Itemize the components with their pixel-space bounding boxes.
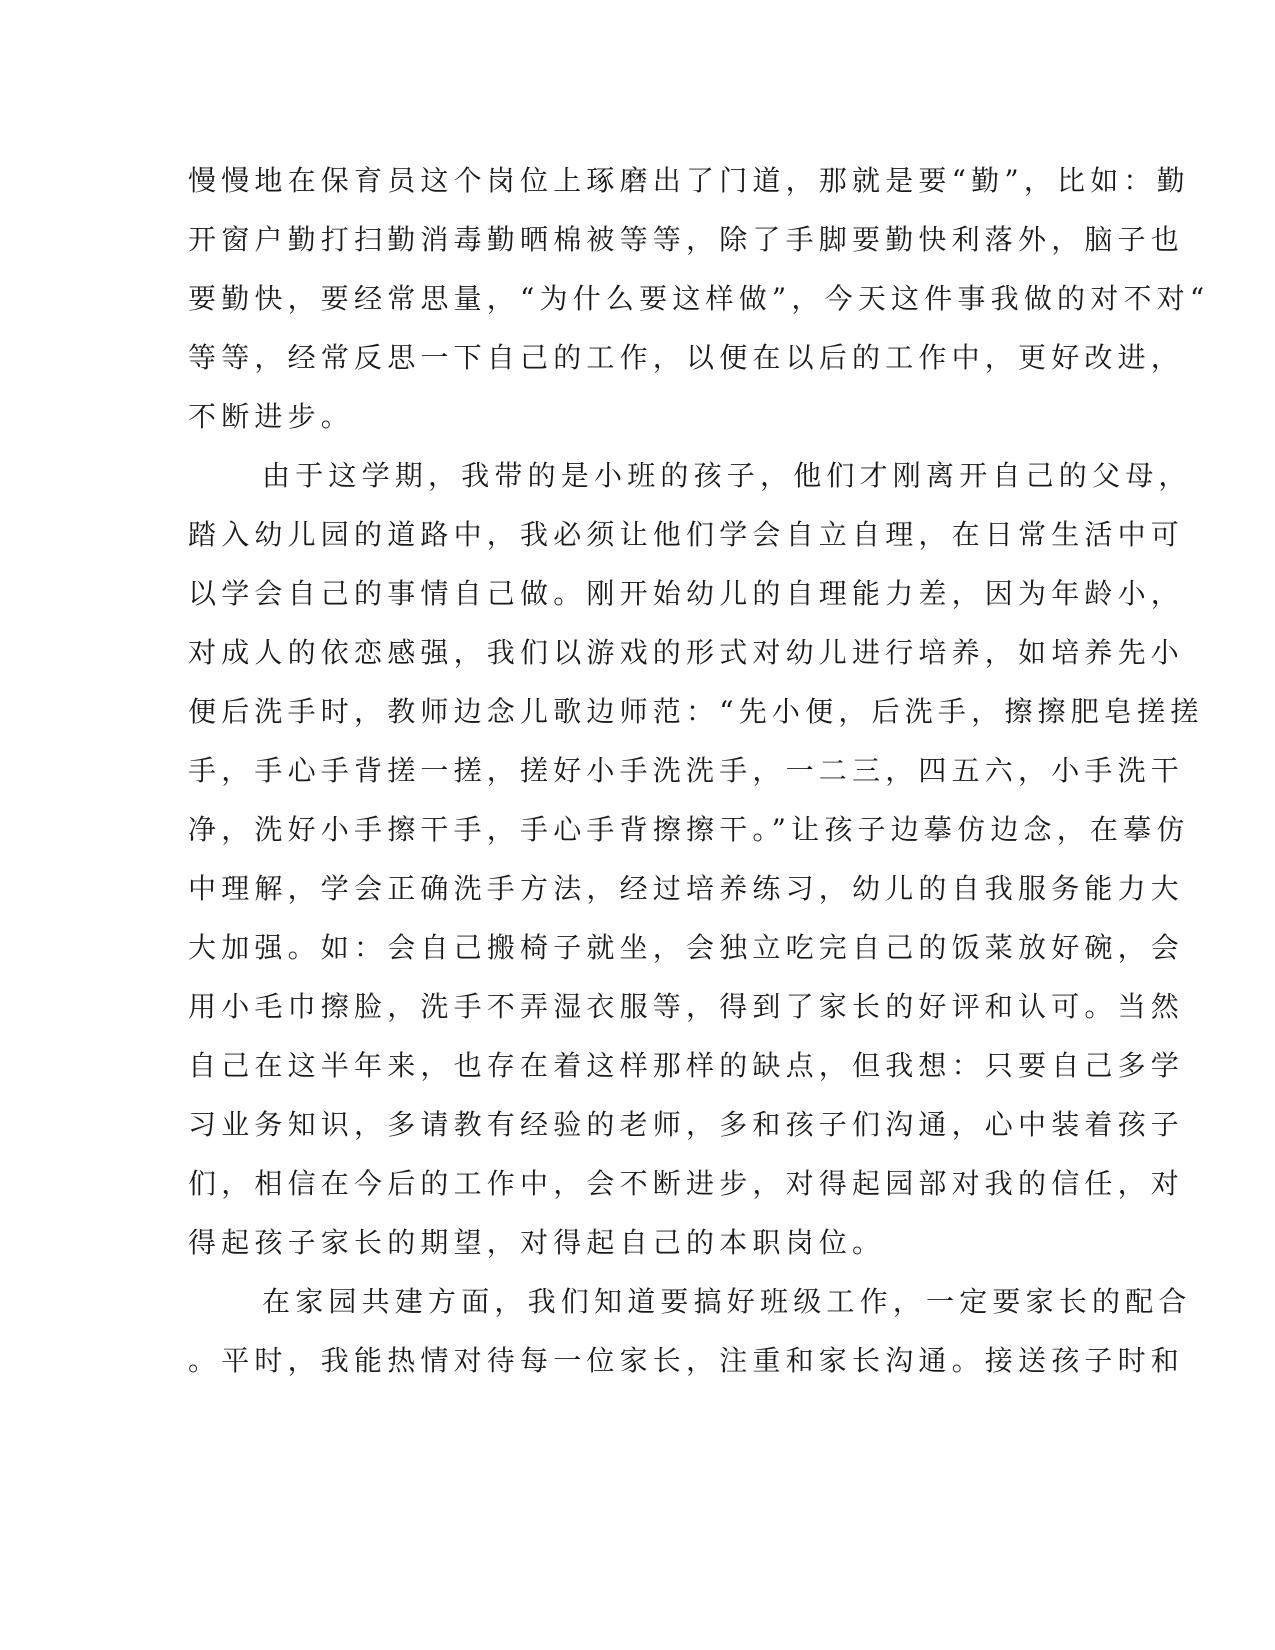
text-line: 用小毛巾擦脸，洗手不弄湿衣服等，得到了家长的好评和认可。当然	[188, 990, 1185, 1023]
text-line: 要勤快，要经常思量，“为什么要这样做”，今天这件事我做的对不对“	[188, 282, 1210, 315]
text-line: 手，手心手背搓一搓，搓好小手洗洗手，一二三，四五六，小手洗干	[188, 754, 1185, 787]
paragraph-start-line: 由于这学期，我带的是小班的孩子，他们才刚离开自己的父母，	[262, 459, 1192, 492]
text-line: 等等，经常反思一下自己的工作，以便在以后的工作中，更好改进，	[188, 341, 1185, 374]
text-line: 大加强。如：会自己搬椅子就坐，会独立吃完自己的饭菜放好碗，会	[188, 931, 1185, 964]
text-line: 。平时，我能热情对待每一位家长，注重和家长沟通。接送孩子时和	[188, 1344, 1185, 1377]
text-line: 自己在这半年来，也存在着这样那样的缺点，但我想：只要自己多学	[188, 1049, 1185, 1082]
text-line: 以学会自己的事情自己做。刚开始幼儿的自理能力差，因为年龄小，	[188, 577, 1185, 610]
text-line: 便后洗手时，教师边念儿歌边师范：“先小便，后洗手，擦擦肥皂搓搓	[188, 695, 1204, 728]
text-line: 开窗户勤打扫勤消毒勤晒棉被等等，除了手脚要勤快利落外，脑子也	[188, 223, 1185, 256]
paragraph-start-line: 在家园共建方面，我们知道要搞好班级工作，一定要家长的配合	[262, 1285, 1192, 1318]
text-line: 慢慢地在保育员这个岗位上琢磨出了门道，那就是要“勤”，比如：勤	[188, 164, 1190, 197]
text-line: 对成人的依恋感强，我们以游戏的形式对幼儿进行培养，如培养先小	[188, 636, 1185, 669]
text-line: 习业务知识，多请教有经验的老师，多和孩子们沟通，心中装着孩子	[188, 1108, 1185, 1141]
text-line: 踏入幼儿园的道路中，我必须让他们学会自立自理，在日常生活中可	[188, 518, 1185, 551]
text-line: 不断进步。	[188, 400, 355, 433]
text-line: 得起孩子家长的期望，对得起自己的本职岗位。	[188, 1226, 886, 1259]
text-line: 净，洗好小手擦干手，手心手背擦擦干。”让孩子边摹仿边念，在摹仿	[188, 813, 1190, 846]
text-line: 中理解，学会正确洗手方法，经过培养练习，幼儿的自我服务能力大	[188, 872, 1185, 905]
text-line: 们，相信在今后的工作中，会不断进步，对得起园部对我的信任，对	[188, 1167, 1185, 1200]
